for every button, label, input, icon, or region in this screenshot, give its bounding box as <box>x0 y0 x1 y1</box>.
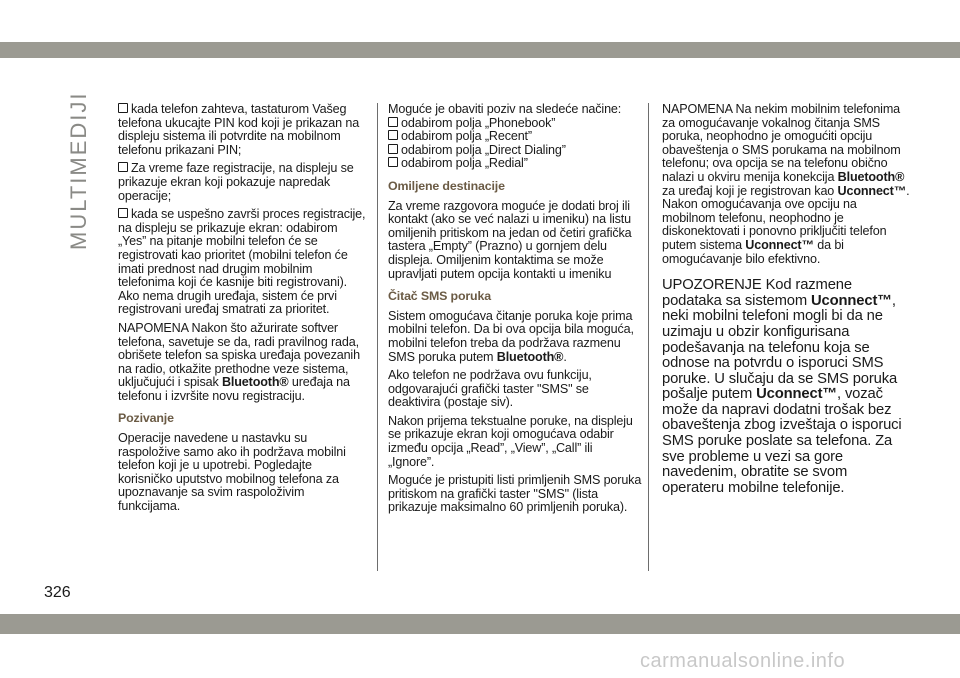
brand-term: Bluetooth® <box>837 169 905 184</box>
checkbox-bullet-icon <box>118 208 128 218</box>
section-tab <box>66 91 91 250</box>
brand-term: Uconnect™ <box>756 386 838 403</box>
call-options-list <box>388 117 642 171</box>
checkbox-bullet-icon <box>388 144 398 154</box>
body-paragraph: Moguće je pristupiti listi primljenih SMS poruka pritiskom na grafički taster "SMS" (lista prikazuje maksimalno 60 primljenih poruka). <box>388 473 642 515</box>
bottom-band <box>0 614 960 634</box>
list-item: odabirom polja „Direct Dialing” <box>388 144 642 158</box>
bullet-item: Za vreme faze registracije, na displeju se prikazuje ekran koji pokazuje napredak operacije; <box>118 161 354 203</box>
brand-term: Uconnect™ <box>811 292 892 309</box>
column-2 <box>388 103 642 520</box>
column-divider <box>377 103 378 571</box>
body-paragraph: Operacije navedene u nastavku su raspoložive samo ako ih podržava mobilni telefon koji je u upotrebi. Pogledajte korisničko uputstvo mobilnog telefona za upoznavanje sa svim raspoloživim funkcijama. <box>118 431 346 514</box>
section-tab-label: MULTIMEDIJI <box>66 91 91 250</box>
list-item: odabirom polja „Recent” <box>388 130 642 144</box>
checkbox-bullet-icon <box>388 157 398 167</box>
list-item: odabirom polja „Phonebook” <box>388 117 642 131</box>
bullet-item: kada telefon zahteva, tastaturom Vašeg telefona ukucajte PIN kod koji je prikazan na displeju sistema ili potvrdite na mobilnom telefonu prikazani PIN; <box>118 102 360 157</box>
body-paragraph: Sistem omogućava čitanje poruka koje prima mobilni telefon. Da bi ova opcija bila moguća, mobilni telefon treba da podržava razmenu SMS poruka putem Bluetooth®. <box>388 308 634 364</box>
note-paragraph: NAPOMENA Nakon što ažurirate softver telefona, savetuje se da, radi pravilnog rada, obrišete telefon sa spiska uređaja povezanih na radio, otkažite prethodne veze sistema, uključujući i spisak Bluetooth® uređaja na telefonu i izvršite novu registraciju. <box>118 320 360 403</box>
warning-paragraph: UPOZORENJE Kod razmene podataka sa sistemom Uconnect™, neki mobilni telefoni mogli bi da ne uzimaju u obzir konfigurisana podešavanja na telefonu koja se odnose na potvrdu o isporuci SMS poruke. U slučaju da se SMS poruka pošalje putem Uconnect™, vozač može da napravi dodatni trošak bez obaveštenja zbog izveštaja o isporuci SMS poruke poslate sa telefona. Za sve probleme u vezi sa gore navedenim, obratite se svom operateru mobilne telefonije. <box>662 277 902 496</box>
checkbox-bullet-icon <box>388 130 398 140</box>
bullet-item: kada se uspešno završi proces registracije, na displeju se prikazuje ekran: odabirom „Yes” na pitanje mobilni telefon će se registrovati kao prioritet (mobilni telefon će imati prednost nad drugim mobilnim telefonima koji će kasnije biti registrovani). Ako nema drugih uređaja, sistem će prvi registrovani uređaj smatrati za prioritet. <box>118 207 366 317</box>
section-heading: Omiljene destinacije <box>388 178 505 193</box>
column-divider <box>648 103 649 571</box>
section-heading: Pozivanje <box>118 411 174 426</box>
note-paragraph: NAPOMENA Na nekim mobilnim telefonima za omogućavanje vokalnog čitanja SMS poruka, neophodno je omogućiti opciju obaveštenja o SMS porukama na mobilnom telefonu; ova opcija se na telefonu obično nalazi u okviru menija konekcija Bluetooth® za uređaj koji je registrovan kao Uconnect™. Nakon omogućavanja ove opciju na mobilnom telefonu, neophodno je diskonektovati i ponovno priključiti telefon putem sistema Uconnect™ da bi omogućavanje bilo efektivno. <box>662 102 910 266</box>
brand-term: Uconnect™ <box>837 183 907 198</box>
checkbox-bullet-icon <box>118 162 128 172</box>
brand-term: Bluetooth® <box>496 349 564 364</box>
column-3 <box>662 103 912 501</box>
top-band <box>0 42 960 58</box>
page-number: 326 <box>44 584 71 601</box>
checkbox-bullet-icon <box>388 117 398 127</box>
body-paragraph: Ako telefon ne podržava ovu funkciju, odgovarajući grafički taster "SMS" se deaktivira (postaje siv). <box>388 368 592 410</box>
intro-paragraph: Moguće je obaviti poziv na sledeće načine: <box>388 102 622 116</box>
column-1 <box>118 103 368 519</box>
brand-term: Uconnect™ <box>745 237 814 252</box>
brand-term: Bluetooth® <box>221 375 289 390</box>
checkbox-bullet-icon <box>118 103 128 113</box>
list-item: odabirom polja „Redial” <box>388 157 642 171</box>
body-paragraph: Za vreme razgovora moguće je dodati broj ili kontakt (ako se već nalazi u imeniku) na listu omiljenih pritiskom na jedan od četiri grafička tastera „Empty” (Prazno) u gornjem delu displeja. Omiljenim kontaktima se može upravljati putem opcija kontakti u imeniku <box>388 198 632 281</box>
section-heading: Čitač SMS poruka <box>388 289 491 304</box>
watermark: carmanualsonline.info <box>640 650 846 672</box>
body-paragraph: Nakon prijema tekstualne poruke, na displeju se prikazuje ekran koji omogućava odabir između opcija „Read”, „View”, „Call” ili „Ignore”. <box>388 413 633 469</box>
